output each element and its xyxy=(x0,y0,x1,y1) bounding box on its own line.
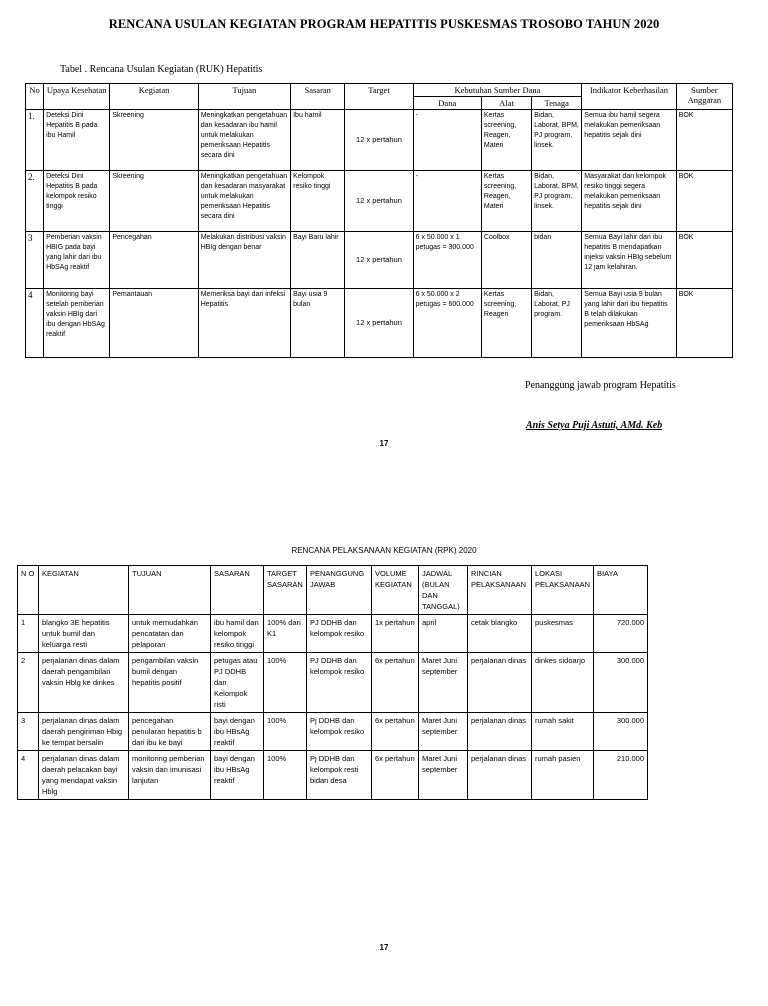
ruk-header-sasaran: Sasaran xyxy=(291,84,345,110)
ruk-cell-alat: Kertas screening, Reagen, Materi xyxy=(481,171,531,232)
rpk-cell-pj: Pj DDHB dan kelompok resti bidan desa xyxy=(307,751,372,800)
rpk-cell-volume: 1x pertahun xyxy=(372,615,419,653)
rpk-cell-no: 4 xyxy=(18,751,39,800)
ruk-cell-upaya: Deteksi Dini Hepatitis B pada kelompok resiko tinggi xyxy=(44,171,110,232)
signature-name: Anis Setya Puji Astuti, AMd. Keb xyxy=(526,420,663,431)
ruk-cell-kegiatan: Pencegahan xyxy=(110,232,198,289)
ruk-cell-tujuan: Meningkatkan pengetahuan dan kesadaran masyarakat untuk melakukan pemeriksaan Hepatitis secara dini xyxy=(198,171,290,232)
ruk-cell-sumber: BOK xyxy=(676,110,732,171)
rpk-header-row xyxy=(18,566,648,615)
ruk-header-no: No xyxy=(26,84,44,110)
rpk-cell-tujuan: pengambilan vaksin bumil dengan hepatitis positif xyxy=(129,653,211,713)
rpk-row xyxy=(18,653,648,713)
rpk-cell-biaya: 720.000 xyxy=(594,615,648,653)
document-title: RENCANA USULAN KEGIATAN PROGRAM HEPATITIS PUSKESMAS TROSOBO TAHUN 2020 xyxy=(108,17,660,31)
rpk-header-sasaran: SASARAN xyxy=(211,566,264,615)
ruk-cell-dana: 6 x 50.000 x 2 petugas = 600.000 xyxy=(413,289,481,358)
page-number: 17 xyxy=(379,943,389,952)
rpk-header-volume: VOLUME KEGIATAN xyxy=(372,566,419,615)
ruk-header-target: Target xyxy=(345,84,413,110)
rpk-cell-biaya: 300.000 xyxy=(594,653,648,713)
rpk-cell-kegiatan: perjalanan dinas dalam daerah pengambilan vaksin Hblg ke dinkes xyxy=(39,653,129,713)
ruk-header-upaya: Upaya Kesehatan xyxy=(44,84,110,110)
rpk-cell-tujuan: monitoring pemberian vaksin dan imunisasi lanjutan xyxy=(129,751,211,800)
ruk-header-dana: Dana xyxy=(413,97,481,110)
rpk-cell-no: 2 xyxy=(18,653,39,713)
ruk-table xyxy=(25,83,733,358)
rpk-cell-lokasi: rumah sakit xyxy=(532,713,594,751)
rpk-cell-jadwal: april xyxy=(419,615,468,653)
rpk-cell-target: 100% dari K1 xyxy=(264,615,307,653)
ruk-cell-target: 12 x pertahun xyxy=(345,289,413,358)
ruk-cell-tenaga: bidan xyxy=(532,232,582,289)
ruk-cell-tujuan: Meningkatkan pengetahuan dan kesadaran ibu hamil untuk melakukan pemeriksaan Hepatitis secara dini xyxy=(198,110,290,171)
ruk-header-tujuan: Tujuan xyxy=(198,84,290,110)
ruk-cell-upaya: Deteksi Dini Hepatitis B pada ibu Hamil xyxy=(44,110,110,171)
ruk-cell-alat: Kertas screening, Reagen, Materi xyxy=(481,110,531,171)
ruk-cell-indikator: Masyarakat dan kelompok resiko tinggi segera melakukan pemeriksaan hepatitis sejak dini xyxy=(582,171,676,232)
ruk-header-alat: Alat xyxy=(481,97,531,110)
rpk-row xyxy=(18,713,648,751)
rpk-cell-rincian: perjalanan dinas xyxy=(468,653,532,713)
ruk-cell-indikator: Semua ibu hamil segera melakukan pemeriksaan hepatitis sejak dini xyxy=(582,110,676,171)
ruk-header-kegiatan: Kegiatan xyxy=(110,84,198,110)
ruk-row xyxy=(26,289,733,358)
ruk-cell-dana: - xyxy=(413,110,481,171)
ruk-cell-tujuan: Melakukan distribusi vaksin HBIg dengan benar xyxy=(198,232,290,289)
ruk-cell-sumber: BOK xyxy=(676,232,732,289)
ruk-cell-indikator: Semua Bayi lahir dari ibu hepatitis B mendapatkan injeksi vaksin HBIg sebelum 12 jam kelahiran. xyxy=(582,232,676,289)
ruk-cell-target: 12 x pertahun xyxy=(345,171,413,232)
rpk-cell-no: 1 xyxy=(18,615,39,653)
ruk-cell-sumber: BOK xyxy=(676,289,732,358)
ruk-cell-tenaga: Bidan, Laborat, BPM, PJ program, linsek. xyxy=(532,171,582,232)
ruk-cell-sumber: BOK xyxy=(676,171,732,232)
ruk-cell-sasaran: Bayi Baru lahir xyxy=(291,232,345,289)
ruk-cell-sasaran: Kelompok resiko tinggi xyxy=(291,171,345,232)
ruk-cell-upaya: Pemberian vaksin HBIG pada bayi yang lahir dari ibu HbSAg reaktif xyxy=(44,232,110,289)
ruk-cell-indikator: Semua Bayi usia 9 bulan yang lahir dari ibu hepatitis B telah dilakukan pemeriksaan HbSAg xyxy=(582,289,676,358)
ruk-cell-alat: Coolbox xyxy=(481,232,531,289)
rpk-cell-jadwal: Maret Juni september xyxy=(419,653,468,713)
ruk-cell-kegiatan: Pemantauan xyxy=(110,289,198,358)
ruk-header-row xyxy=(26,84,733,97)
ruk-header-kebutuhan: Kebutuhan Sumber Dana xyxy=(413,84,582,97)
rpk-cell-rincian: perjalanan dinas xyxy=(468,751,532,800)
rpk-cell-volume: 6x pertahun xyxy=(372,751,419,800)
rpk-cell-jadwal: Maret Juni september xyxy=(419,713,468,751)
ruk-cell-no: 2. xyxy=(26,171,44,232)
rpk-cell-kegiatan: perjalanan dinas dalam daerah pengiriman Hbig ke tempat bersalin xyxy=(39,713,129,751)
rpk-header-jadwal: JADWAL (BULAN DAN TANGGAL) xyxy=(419,566,468,615)
rpk-cell-volume: 6x pertahun xyxy=(372,653,419,713)
ruk-cell-tujuan: Memeriksa bayi dari infeksi Hepatitis xyxy=(198,289,290,358)
rpk-cell-pj: Pj DDHB dan kelompok resiko xyxy=(307,713,372,751)
ruk-header-sumber: Sumber Anggaran xyxy=(676,84,732,110)
signature-role: Penanggung jawab program Hepatitis xyxy=(525,380,676,391)
ruk-cell-no: 3 xyxy=(26,232,44,289)
ruk-cell-kegiatan: Skreening xyxy=(110,171,198,232)
rpk-header-lokasi: LOKASI PELAKSANAAN xyxy=(532,566,594,615)
rpk-cell-rincian: perjalanan dinas xyxy=(468,713,532,751)
ruk-cell-dana: 6 x 50.000 x 1 petugas = 300.000 xyxy=(413,232,481,289)
ruk-header-indikator: Indikator Keberhasilan xyxy=(582,84,676,110)
ruk-row xyxy=(26,232,733,289)
rpk-header-kegiatan: KEGIATAN xyxy=(39,566,129,615)
rpk-cell-pj: PJ DDHB dan kelompok resiko xyxy=(307,653,372,713)
ruk-cell-sasaran: Ibu hamil xyxy=(291,110,345,171)
rpk-cell-biaya: 300.000 xyxy=(594,713,648,751)
ruk-cell-no: 1. xyxy=(26,110,44,171)
ruk-cell-target: 12 x pertahun xyxy=(345,232,413,289)
rpk-header-no: N O xyxy=(18,566,39,615)
rpk-cell-kegiatan: blangko 3E hepatitis untuk bumil dan keluarga resti xyxy=(39,615,129,653)
page-number: 17 xyxy=(379,439,389,448)
ruk-cell-tenaga: Bidan, Laborat, BPM, PJ program, linsek. xyxy=(532,110,582,171)
rpk-cell-target: 100% xyxy=(264,713,307,751)
rpk-header-biaya: BIAYA xyxy=(594,566,648,615)
ruk-cell-target: 12 x pertahun xyxy=(345,110,413,171)
ruk-cell-tenaga: Bidan, Laborat, PJ program. xyxy=(532,289,582,358)
rpk-table xyxy=(17,565,648,800)
rpk-cell-rincian: cetak blangko xyxy=(468,615,532,653)
rpk-cell-tujuan: pencegahan penularan hepatitis b dari ibu ke bayi xyxy=(129,713,211,751)
rpk-header-rincian: RINCIAN PELAKSANAAN xyxy=(468,566,532,615)
ruk-row xyxy=(26,110,733,171)
rpk-cell-no: 3 xyxy=(18,713,39,751)
rpk-cell-lokasi: puskesmas xyxy=(532,615,594,653)
rpk-header-pj: PENANGGUNG JAWAB xyxy=(307,566,372,615)
ruk-cell-no: 4 xyxy=(26,289,44,358)
rpk-cell-target: 100% xyxy=(264,751,307,800)
rpk-cell-target: 100% xyxy=(264,653,307,713)
rpk-cell-pj: PJ DDHB dan kelompok resiko xyxy=(307,615,372,653)
rpk-row xyxy=(18,615,648,653)
rpk-title: RENCANA PELAKSANAAN KEGIATAN (RPK) 2020 xyxy=(291,546,477,555)
rpk-cell-volume: 6x pertahun xyxy=(372,713,419,751)
rpk-cell-sasaran: bayi dengan ibu HBsAg reaktif xyxy=(211,751,264,800)
rpk-header-tujuan: TUJUAN xyxy=(129,566,211,615)
rpk-cell-lokasi: rumah pasien xyxy=(532,751,594,800)
rpk-cell-sasaran: bayi dengan ibu HBsAg reaktif xyxy=(211,713,264,751)
rpk-cell-kegiatan: perjalanan dinas dalam daerah pelacakan bayi yang mendapat vaksin Hblg xyxy=(39,751,129,800)
ruk-cell-upaya: Monitoring bayi setelah pemberian vaksin HBIg dari ibu dengan HbSAg reaktif xyxy=(44,289,110,358)
rpk-cell-sasaran: petugas atau PJ DDHB dan Kelompok risti xyxy=(211,653,264,713)
ruk-row xyxy=(26,171,733,232)
rpk-header-target: TARGET SASARAN xyxy=(264,566,307,615)
ruk-cell-kegiatan: Skreening xyxy=(110,110,198,171)
rpk-cell-sasaran: ibu hamil dan kelompok resiko tinggi xyxy=(211,615,264,653)
table-caption: Tabel . Rencana Usulan Kegiatan (RUK) Hepatitis xyxy=(60,64,263,75)
rpk-cell-biaya: 210.000 xyxy=(594,751,648,800)
ruk-header-tenaga: Tenaga xyxy=(532,97,582,110)
ruk-cell-alat: Kertas screening, Reagen xyxy=(481,289,531,358)
ruk-cell-sasaran: Bayi usia 9 bulan xyxy=(291,289,345,358)
rpk-cell-jadwal: Maret Juni september xyxy=(419,751,468,800)
rpk-cell-lokasi: dinkes sidoarjo xyxy=(532,653,594,713)
ruk-cell-dana: - xyxy=(413,171,481,232)
rpk-cell-tujuan: untuk memudahkan pencatatan dan pelaporan xyxy=(129,615,211,653)
rpk-row xyxy=(18,751,648,800)
